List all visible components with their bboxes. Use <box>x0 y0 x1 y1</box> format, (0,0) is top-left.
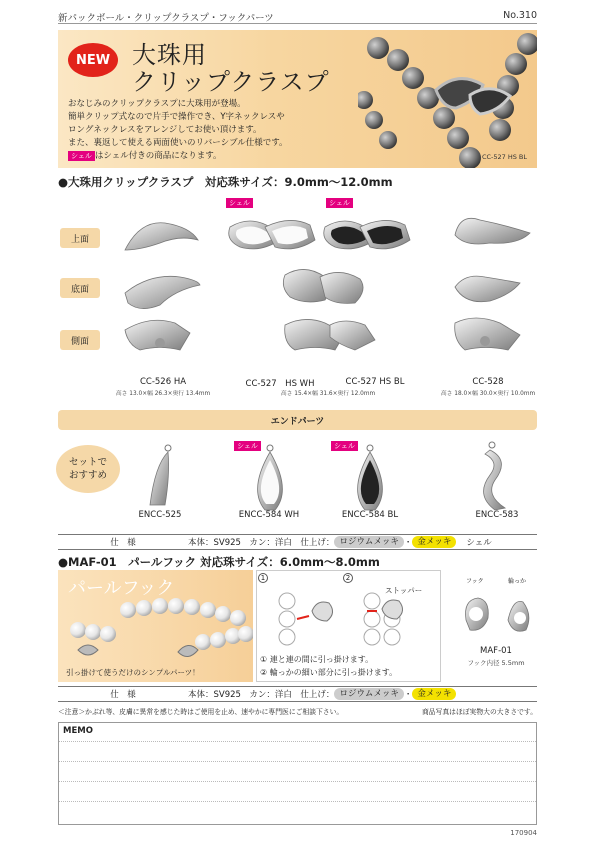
shell-tag-encc584wh: シェル <box>234 441 261 451</box>
pearl-hook-photo-title: パールフック <box>68 578 175 599</box>
row-label-side: 側面 <box>60 330 100 350</box>
gold-finish: 金メッキ <box>412 536 456 548</box>
code-cc527wh: CC-527 HS WH <box>245 379 315 389</box>
hero-photo-code: CC-527 HS BL <box>481 153 527 161</box>
row-label-top: 上面 <box>60 228 100 248</box>
clasp-product-photos <box>120 205 560 375</box>
hero-desc-4: また、裏返して使える両面使いのリバーシブル仕様です。 <box>68 138 288 148</box>
row-label-bottom: 底面 <box>60 278 100 298</box>
memo-label: MEMO <box>63 726 93 736</box>
section1-title: ●大珠用クリップクラスプ 対応珠サイズ：9.0mm〜12.0mm <box>58 175 393 189</box>
spec-body: 本体：SV925 カン：洋白 仕上げ： <box>188 690 335 700</box>
section2-title: ●MAF-01 パールフック 対応珠サイズ：6.0mm〜8.0mm <box>58 555 380 569</box>
recommend-badge: セットで おすすめ <box>56 445 120 493</box>
dims-cc527: 高さ 15.4×幅 31.6×奥行 12.0mm <box>280 391 376 397</box>
pearl-hook-photo-caption: 引っ掛けて使うだけのシンプルパーツ！ <box>66 668 200 677</box>
memo-line <box>59 761 536 762</box>
shell-tag-cc527wh: シェル <box>226 198 253 208</box>
spec-label: 仕 様 <box>110 690 136 700</box>
hero-title-line1: 大珠用 <box>132 41 207 69</box>
instruction-2: ② 輪っかの細い部分に引っ掛けます。 <box>260 668 398 677</box>
spec-dot: ・ <box>403 690 413 700</box>
maf01-photo <box>458 590 533 640</box>
shell-tag-cc527bl: シェル <box>326 198 353 208</box>
shell-finish: シェル <box>466 538 492 548</box>
series-title: 新パックボール・クリップクラスプ・フックパーツ <box>58 13 274 24</box>
hero-desc-3: ロングネックレスをアレンジしてお使い頂けます。 <box>68 125 262 135</box>
shell-tag: シェル <box>68 151 95 161</box>
page-number: No.310 <box>503 10 537 21</box>
instruction-1: ① 連と連の間に引っ掛けます。 <box>260 655 374 664</box>
code-maf01: MAF-01 <box>480 646 512 656</box>
shell-tag-encc584bl: シェル <box>331 441 358 451</box>
endparts-band: エンドパーツ <box>58 410 537 430</box>
dims-cc526: 高さ 13.0×幅 26.3×奥行 13.4mm <box>115 391 211 397</box>
code-encc584wh: ENCC-584 WH <box>238 510 300 520</box>
hero-title-line2: クリップクラスプ <box>132 68 330 96</box>
caution-note: ＜注意＞かぶれ等、皮膚に異常を感じた時はご使用を止め、速やかに専門医にご相談下さい。 <box>58 708 344 716</box>
code-cc527bl: CC-527 HS BL <box>345 377 405 387</box>
spec-row-2 <box>58 686 537 702</box>
spec-body: 本体：SV925 カン：洋白 仕上げ： <box>188 538 335 548</box>
step1-number: 1 <box>258 573 268 583</box>
spec-dot: ・ <box>403 538 413 548</box>
endparts-photos <box>140 440 540 515</box>
photo-size-note: 商品写真はほぼ実物大の大きさです。 <box>421 708 537 716</box>
hero-desc-1: おなじみのクリップクラスプに大珠用が登場。 <box>68 99 246 109</box>
memo-box <box>58 722 537 825</box>
memo-line <box>59 801 536 802</box>
rhodium-finish: ロジウムメッキ <box>334 536 403 548</box>
new-badge: NEW <box>68 43 118 77</box>
code-encc583: ENCC-583 <box>475 510 519 520</box>
part-label-ring: 輪っか <box>508 578 527 585</box>
memo-line <box>59 781 536 782</box>
code-encc525: ENCC-525 <box>138 510 182 520</box>
footer-code: 170904 <box>510 829 537 837</box>
step2-number: 2 <box>343 573 353 583</box>
part-label-hook: フック <box>466 578 484 585</box>
spec-row-1 <box>58 534 537 550</box>
header-rule <box>58 23 537 24</box>
stopper-label: ストッパー <box>385 586 423 595</box>
hero-desc-2: 簡単クリップ式なので片手で操作でき、Y字ネックレスや <box>68 112 285 122</box>
code-encc584bl: ENCC-584 BL <box>341 510 399 520</box>
hero-shell-note <box>68 150 388 164</box>
spec-label: 仕 様 <box>110 538 136 548</box>
gold-finish: 金メッキ <box>412 688 456 700</box>
dims-maf01: フック内径 5.5mm <box>467 659 525 667</box>
dims-cc528: 高さ 18.0×幅 30.0×奥行 10.0mm <box>440 391 536 397</box>
rhodium-finish: ロジウムメッキ <box>334 688 403 700</box>
code-cc526: CC-526 HA <box>139 377 187 387</box>
shell-note-text: はシェル付きの商品になります。 <box>94 151 222 161</box>
memo-line <box>59 741 536 742</box>
code-cc528: CC-528 <box>472 377 504 387</box>
